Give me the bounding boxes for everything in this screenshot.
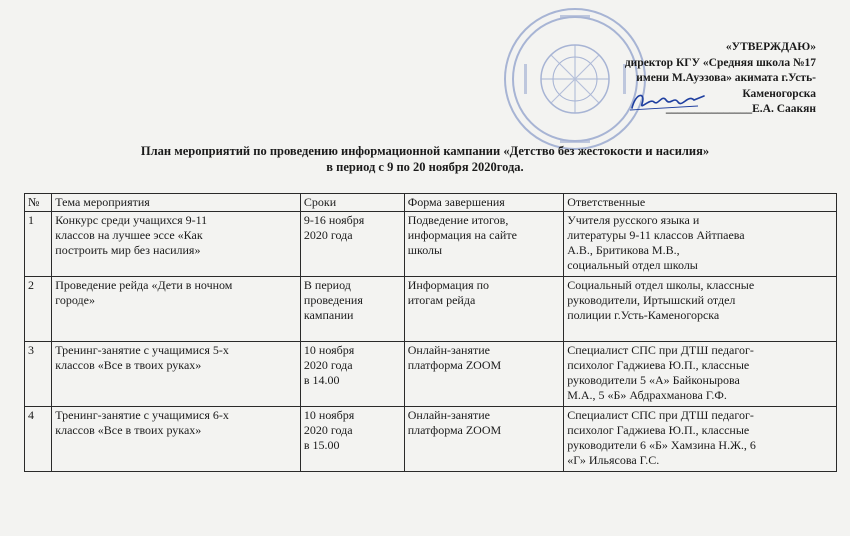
row-dates: В период проведения кампании (300, 277, 404, 342)
row-form: Подведение итогов, информация на сайте школы (404, 212, 563, 277)
table-row (25, 407, 837, 472)
header-dates: Сроки (300, 194, 404, 212)
table-row (25, 342, 837, 407)
approval-line: директор КГУ «Средняя школа №17 (624, 56, 816, 69)
row-responsible: Учителя русского языка и литературы 9-11 классов Айтпаева А.В., Бритикова М.В., социальный отдел школы (564, 212, 837, 277)
table-row (25, 277, 837, 342)
row-responsible: Специалист СПС при ДТШ педагог- психолог Гаджиева Ю.П., классные руководители 5 «А» Байконырова М.А., 5 «Б» Абдрахманова Г.Ф. (564, 342, 837, 407)
row-number: 3 (25, 342, 52, 407)
row-form: Онлайн-занятие платформа ZOOM (404, 342, 563, 407)
row-topic: Конкурс среди учащихся 9-11 классов на лучшее эссе «Как построить мир без насилия» (52, 212, 301, 277)
row-responsible: Социальный отдел школы, классные руководители, Иртышский отдел полиции г.Усть-Каменогорска (564, 277, 837, 342)
table-row (25, 212, 837, 277)
header-responsible: Ответственные (564, 194, 837, 212)
row-form: Онлайн-занятие платформа ZOOM (404, 407, 563, 472)
approval-line: Каменогорска (742, 87, 816, 100)
row-responsible: Специалист СПС при ДТШ педагог- психолог Гаджиева Ю.П., классные руководители 6 «Б» Хамзина Н.Ж., 6 «Г» Ильясова Г.С. (564, 407, 837, 472)
approval-block (556, 40, 816, 118)
header-form: Форма завершения (404, 194, 563, 212)
approval-line: имени М.Ауэзова» акимата г.Усть- (636, 72, 816, 84)
row-form: Информация по итогам рейда (404, 277, 563, 342)
row-dates: 10 ноября 2020 года в 15.00 (300, 407, 404, 472)
row-topic: Тренинг-занятие с учащимися 6-х классов «Все в твоих руках» (52, 407, 301, 472)
title-line-1: План мероприятий по проведению информационной кампании «Детство без жестокости и насилия» (140, 144, 710, 158)
row-topic: Тренинг-занятие с учащимися 5-х классов «Все в твоих руках» (52, 342, 301, 407)
row-number: 4 (25, 407, 52, 472)
row-dates: 9-16 ноября 2020 года (300, 212, 404, 277)
table-header-row (25, 194, 837, 212)
document-title (0, 143, 850, 175)
row-number: 1 (25, 212, 52, 277)
row-dates: 10 ноября 2020 года в 14.00 (300, 342, 404, 407)
row-topic: Проведение рейда «Дети в ночном городе» (52, 277, 301, 342)
header-topic: Тема мероприятия (52, 194, 301, 212)
approval-line: «УТВЕРЖДАЮ» (725, 41, 816, 53)
events-plan-table (24, 193, 837, 472)
row-number: 2 (25, 277, 52, 342)
title-line-2: в период с 9 по 20 ноября 2020года. (326, 160, 524, 174)
approval-line: _______________Е.А. Саакян (665, 103, 816, 115)
header-number: № (25, 194, 52, 212)
